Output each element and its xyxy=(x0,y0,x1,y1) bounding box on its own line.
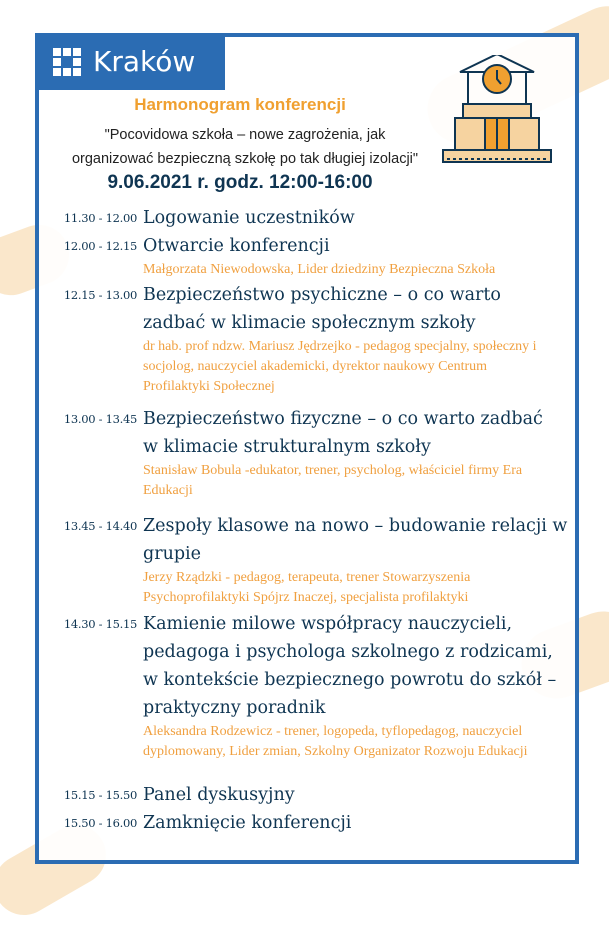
schedule-speaker: Aleksandra Rodzewicz - trener, logopeda, tyflopedagog, nauczyciel dyplomowany, Lider zmian, Szkolny Organizator Rozwoju Edukacji xyxy=(143,724,528,759)
schedule-item xyxy=(40,232,570,280)
schedule-title: Otwarcie konferencji xyxy=(143,236,330,256)
page-title: Harmonogram konferencji xyxy=(134,95,346,114)
schedule-title: Logowanie uczestników xyxy=(143,208,355,228)
schedule-time: 11.30 - 12.00 xyxy=(63,211,137,225)
schedule-time: 14.30 - 15.15 xyxy=(63,617,137,631)
schedule-time: 12.00 - 12.15 xyxy=(63,239,137,253)
schedule-item xyxy=(40,781,570,809)
conference-date: 9.06.2021 r. godz. 12:00-16:00 xyxy=(107,172,373,193)
school-building-icon xyxy=(435,55,565,165)
schedule-title: Kamienie milowe współpracy nauczycieli, pedagoga i psychologa szkolnego z rodzicami, w kontekście bezpiecznego powrotu do szkół – praktyczny poradnik xyxy=(143,614,557,718)
krakow-logo xyxy=(35,33,225,90)
schedule-title: Bezpieczeństwo fizyczne – o co warto zadbać w klimacie strukturalnym szkoły xyxy=(143,409,543,457)
logo-mark-icon xyxy=(53,48,81,76)
schedule-title: Bezpieczeństwo psychiczne – o co warto zadbać w klimacie społecznym szkoły xyxy=(143,285,501,333)
schedule-speaker: Stanisław Bobula -edukator, trener, psycholog, właściciel firmy Era Edukacji xyxy=(143,463,523,498)
schedule-speaker: Jerzy Rządzki - pedagog, terapeuta, trener Stowarzyszenia Psychoprofilaktyki Spójrz Inaczej, specjalista profilaktyki xyxy=(143,570,471,605)
schedule-time: 13.00 - 13.45 xyxy=(63,412,137,426)
schedule-speaker: Małgorzata Niewodowska, Lider dziedziny Bezpieczna Szkoła xyxy=(143,262,496,277)
schedule-time: 15.15 - 15.50 xyxy=(63,788,137,802)
schedule-time: 15.50 - 16.00 xyxy=(63,816,137,830)
schedule-item xyxy=(40,809,570,837)
schedule-item xyxy=(40,405,570,501)
schedule-title: Zamknięcie konferencji xyxy=(143,813,352,833)
schedule-time: 13.45 - 14.40 xyxy=(63,519,137,533)
schedule-time: 12.15 - 13.00 xyxy=(63,288,137,302)
schedule-speaker: dr hab. prof ndzw. Mariusz Jędrzejko - pedagog specjalny, społeczny i socjolog, nauczyciel akademicki, dyrektor naukowy Centrum Profilaktyki Społecznej xyxy=(143,339,537,394)
conference-subtitle: "Pocovidowa szkoła – nowe zagrożenia, jak organizować bezpieczną szkołę po tak długiej izolacji" xyxy=(71,127,419,167)
schedule-item xyxy=(40,204,570,232)
logo-text: Kraków xyxy=(93,45,196,78)
schedule-item xyxy=(40,512,570,608)
schedule-title: Panel dyskusyjny xyxy=(143,785,295,805)
schedule-title: Zespoły klasowe na nowo – budowanie relacji w grupie xyxy=(143,516,568,564)
schedule-item xyxy=(40,281,570,397)
schedule-item xyxy=(40,610,570,762)
